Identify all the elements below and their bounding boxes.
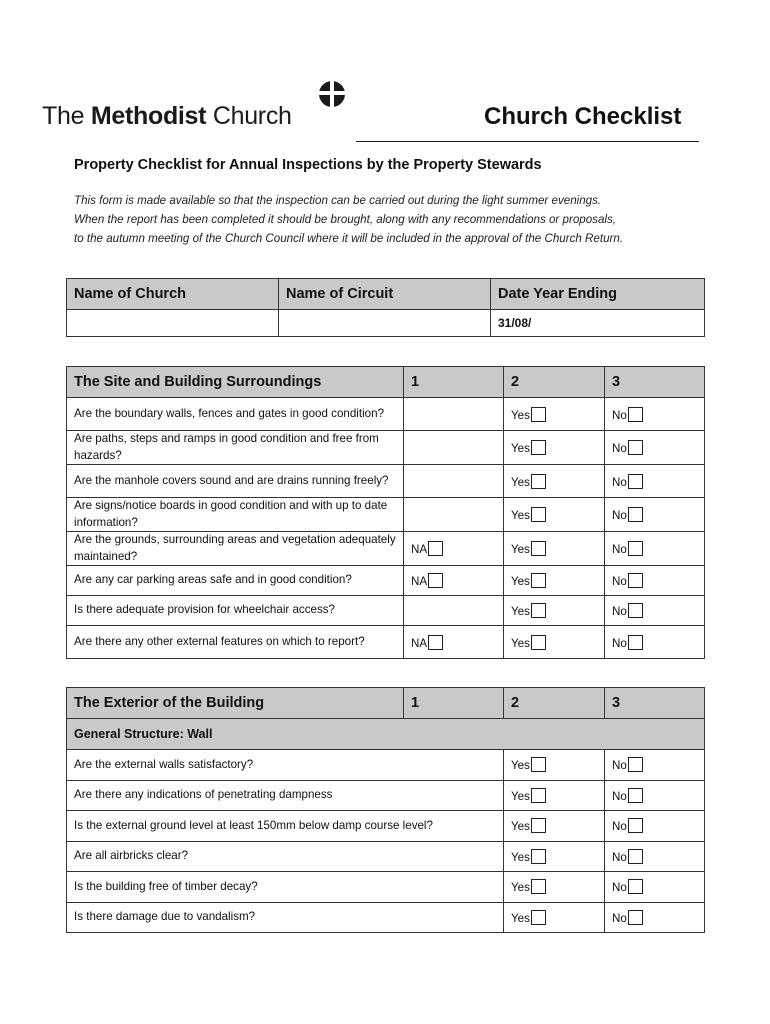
yes-label: Yes <box>511 475 530 489</box>
empty-cell <box>404 398 504 431</box>
yes-label: Yes <box>511 636 530 650</box>
no-checkbox[interactable] <box>628 603 643 618</box>
section-title: The Site and Building Surroundings <box>67 367 404 398</box>
yes-checkbox[interactable] <box>531 635 546 650</box>
empty-cell <box>404 431 504 465</box>
church-info-table <box>66 278 705 337</box>
no-checkbox[interactable] <box>628 507 643 522</box>
church-name-field[interactable] <box>67 310 279 337</box>
methodist-logo-text <box>42 102 292 131</box>
empty-cell <box>404 498 504 532</box>
no-checkbox[interactable] <box>628 910 643 925</box>
table-row <box>67 811 705 842</box>
form-subtitle: Property Checklist for Annual Inspections by the Property Stewards <box>74 157 542 173</box>
methodist-cross-logo-icon <box>318 80 346 108</box>
no-label: No <box>612 820 627 834</box>
question-text: Are the manhole covers sound and are drains running freely? <box>67 465 404 498</box>
circuit-name-field[interactable] <box>279 310 491 337</box>
yes-label: Yes <box>511 605 530 618</box>
yes-checkbox[interactable] <box>531 910 546 925</box>
question-text: Are any car parking areas safe and in good condition? <box>67 566 404 596</box>
header-name-of-circuit: Name of Circuit <box>279 279 491 310</box>
no-label: No <box>612 475 627 489</box>
yes-checkbox[interactable] <box>531 541 546 556</box>
no-checkbox[interactable] <box>628 407 643 422</box>
no-checkbox[interactable] <box>628 573 643 588</box>
no-checkbox[interactable] <box>628 879 643 894</box>
table-row <box>67 902 705 933</box>
column-header-3: 3 <box>605 688 705 719</box>
question-text: Are the grounds, surrounding areas and vegetation adequately maintained? <box>67 532 404 566</box>
yes-checkbox[interactable] <box>531 603 546 618</box>
na-label: NA <box>411 543 428 556</box>
yes-label: Yes <box>511 759 530 773</box>
no-checkbox[interactable] <box>628 474 643 489</box>
no-checkbox[interactable] <box>628 849 643 864</box>
na-checkbox[interactable] <box>428 635 443 650</box>
yes-label: Yes <box>511 789 530 803</box>
table-row <box>67 750 705 781</box>
subsection-title: General Structure: Wall <box>67 719 705 750</box>
question-text: Are signs/notice boards in good condition and with up to date information? <box>67 498 404 532</box>
yes-checkbox[interactable] <box>531 818 546 833</box>
intro-line: When the report has been completed it should be brought, along with any recommendations or proposals, <box>74 213 617 227</box>
no-label: No <box>612 509 627 522</box>
no-label: No <box>612 605 627 618</box>
intro-line: to the autumn meeting of the Church Council where it will be included in the approval of the Church Return. <box>74 232 624 246</box>
no-label: No <box>612 442 627 455</box>
title-divider <box>356 141 699 142</box>
question-text: Is there adequate provision for wheelchair access? <box>67 596 404 626</box>
column-header-2: 2 <box>504 367 605 398</box>
question-text: Are there any indications of penetrating dampness <box>67 780 504 811</box>
page-title: Church Checklist <box>484 103 682 130</box>
yes-label: Yes <box>511 881 530 895</box>
column-header-3: 3 <box>605 367 705 398</box>
yes-label: Yes <box>511 820 530 834</box>
yes-label: Yes <box>511 850 530 864</box>
yes-label: Yes <box>511 509 530 522</box>
no-checkbox[interactable] <box>628 635 643 650</box>
no-checkbox[interactable] <box>628 788 643 803</box>
yes-label: Yes <box>511 575 530 588</box>
header-name-of-church: Name of Church <box>67 279 279 310</box>
no-label: No <box>612 636 627 650</box>
question-text: Is the external ground level at least 150mm below damp course level? <box>67 811 504 842</box>
section-title: The Exterior of the Building <box>67 688 404 719</box>
no-label: No <box>612 759 627 773</box>
no-checkbox[interactable] <box>628 818 643 833</box>
yes-checkbox[interactable] <box>531 849 546 864</box>
yes-checkbox[interactable] <box>531 507 546 522</box>
header-date-year-ending: Date Year Ending <box>491 279 705 310</box>
yes-checkbox[interactable] <box>531 573 546 588</box>
intro-paragraph <box>74 191 714 249</box>
logo-suffix: Church <box>212 102 292 130</box>
yes-checkbox[interactable] <box>531 757 546 772</box>
yes-checkbox[interactable] <box>531 407 546 422</box>
question-text: Is the building free of timber decay? <box>67 872 504 903</box>
logo-prefix: The <box>42 102 85 130</box>
empty-cell <box>404 596 504 626</box>
question-text: Are all airbricks clear? <box>67 841 504 872</box>
date-year-ending-field[interactable]: 31/08/ <box>491 310 705 337</box>
no-label: No <box>612 408 627 422</box>
table-row <box>67 431 705 465</box>
question-text: Are the boundary walls, fences and gates in good condition? <box>67 398 404 431</box>
intro-line: This form is made available so that the inspection can be carried out during the light summer evenings. <box>74 194 602 207</box>
na-checkbox[interactable] <box>428 573 443 588</box>
table-row <box>67 498 705 532</box>
column-header-1: 1 <box>404 688 504 719</box>
no-label: No <box>612 850 627 864</box>
question-text: Are paths, steps and ramps in good condition and free from hazards? <box>67 431 404 465</box>
na-label: NA <box>411 636 428 650</box>
table-row <box>67 566 705 596</box>
no-label: No <box>612 789 627 803</box>
yes-checkbox[interactable] <box>531 474 546 489</box>
question-text: Are there any other external features on which to report? <box>67 626 404 659</box>
site-checklist-table <box>66 366 705 659</box>
exterior-checklist-table <box>66 687 705 933</box>
column-header-1: 1 <box>404 367 504 398</box>
table-row <box>67 398 705 431</box>
question-text: Is there damage due to vandalism? <box>67 902 504 933</box>
yes-checkbox[interactable] <box>531 788 546 803</box>
no-label: No <box>612 543 627 556</box>
table-row <box>67 596 705 626</box>
no-checkbox[interactable] <box>628 440 643 455</box>
no-label: No <box>612 881 627 895</box>
na-label: NA <box>411 575 428 588</box>
table-row <box>67 780 705 811</box>
yes-label: Yes <box>511 408 530 422</box>
table-row <box>67 465 705 498</box>
yes-checkbox[interactable] <box>531 879 546 894</box>
table-row <box>67 532 705 566</box>
yes-checkbox[interactable] <box>531 440 546 455</box>
no-label: No <box>612 911 627 925</box>
yes-label: Yes <box>511 442 530 455</box>
empty-cell <box>404 465 504 498</box>
table-row <box>67 872 705 903</box>
no-checkbox[interactable] <box>628 757 643 772</box>
table-row <box>67 626 705 659</box>
no-label: No <box>612 575 627 588</box>
na-checkbox[interactable] <box>428 541 443 556</box>
no-checkbox[interactable] <box>628 541 643 556</box>
column-header-2: 2 <box>504 688 605 719</box>
logo-bold: Methodist <box>90 102 207 130</box>
yes-label: Yes <box>511 911 530 925</box>
table-row <box>67 841 705 872</box>
question-text: Are the external walls satisfactory? <box>67 750 504 781</box>
yes-label: Yes <box>511 543 530 556</box>
